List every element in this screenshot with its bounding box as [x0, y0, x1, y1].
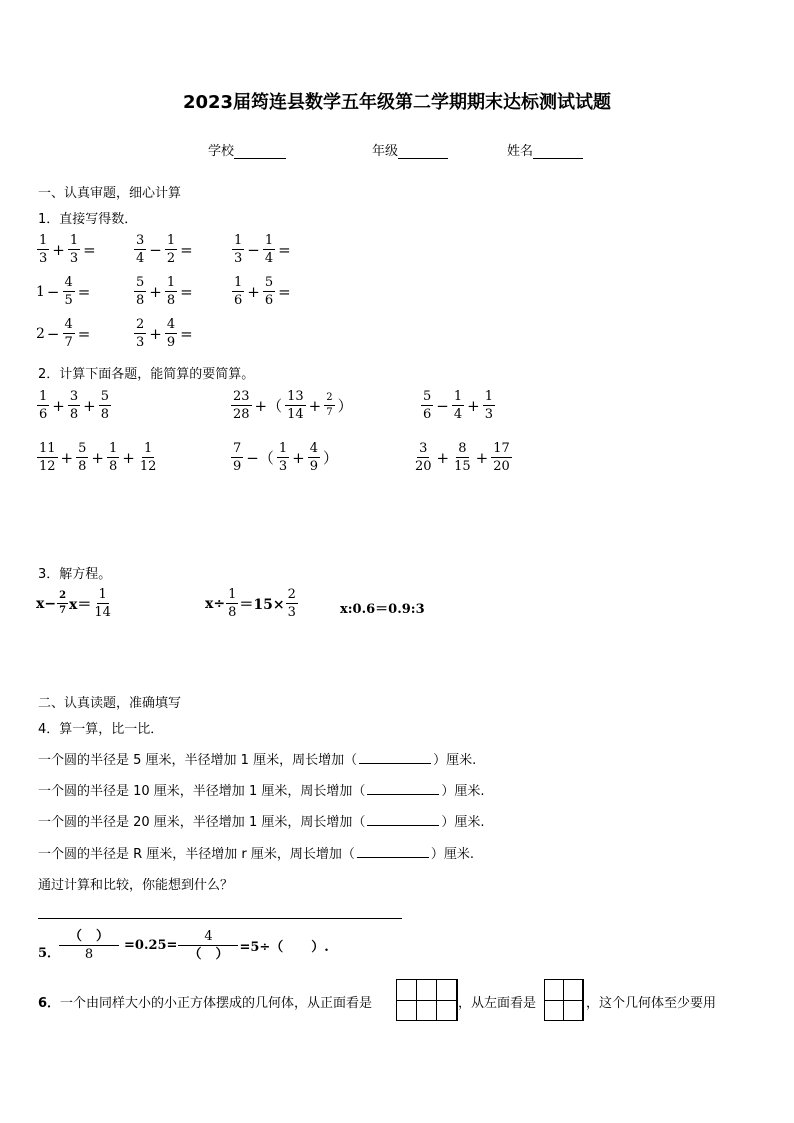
q4-line-1: 一个圆的半径是 5 厘米，半径增加 1 厘米，周长增加（ ）厘米.	[38, 753, 477, 768]
answer-blank[interactable]	[367, 813, 439, 826]
q4-line-2: 一个圆的半径是 10 厘米，半径增加 1 厘米，周长增加（ ）厘米.	[38, 784, 485, 799]
fraction: $\frac{1}{8}$	[166, 275, 176, 308]
school-field	[208, 140, 286, 159]
answer-blank[interactable]	[367, 782, 439, 795]
answer-blank[interactable]	[357, 845, 429, 858]
q6-text: 6．一个由同样大小的小正方体摆成的几何体，从正面看是	[38, 996, 373, 1011]
q1-item-6: 1 6 + $\frac{5}{6}$ =	[234, 275, 291, 308]
q6-text-2: ，从左面看是	[458, 996, 537, 1011]
school-label: 学校	[208, 144, 235, 159]
fraction: 1 6	[234, 275, 243, 308]
grade-field	[372, 140, 448, 159]
q5-expression: （ ） 8 =0.25= 4 （ ） =5÷（ ）.	[58, 930, 329, 961]
q6-text-3: ，这个几何体至少要用	[586, 996, 717, 1011]
grade-blank[interactable]	[398, 144, 448, 159]
q1-item-7: 2 − $\frac{4}{7}$ =	[36, 317, 91, 350]
fraction: $\frac{1}{3}$	[69, 233, 79, 266]
fraction: $\frac{1}{2}$	[166, 233, 176, 266]
q1-item-2: 3 4 − $\frac{1}{2}$ =	[136, 233, 193, 266]
answer-blank[interactable]	[359, 751, 431, 764]
fraction: $\frac{1}{4}$	[264, 233, 274, 266]
left-view-grid	[544, 979, 584, 1021]
q2-label: 2．计算下面各题，能简算的要简算。	[38, 367, 255, 382]
page-title: 2023届筠连县数学五年级第二学期期末达标测试试题	[182, 92, 612, 113]
fraction: 1 3	[39, 233, 48, 266]
q2-expr-3: 5 6 − $\frac{1}{4}$ + $\frac{1}{3}$	[423, 389, 493, 422]
q2-expr-5: 7 9 −（ 1 3 + $\frac{4}{9}$ ）	[233, 441, 339, 474]
q1-item-1: 1 3 + $\frac{1}{3}$ =	[39, 233, 96, 266]
q4-line-4: 一个圆的半径是 R 厘米，半径增加 r 厘米，周长增加（ ）厘米.	[38, 847, 475, 862]
q5-label: 5．	[38, 946, 61, 961]
fraction: $\frac{4}{9}$	[166, 317, 176, 350]
answer-line[interactable]	[38, 918, 402, 919]
name-field	[507, 140, 583, 159]
q2-expr-6: 3 20 + $\frac{8}{15}$ + $\frac{17}{20}$	[415, 441, 510, 474]
q2-expr-4: 11 12 + $\frac{5}{8}$ + $\frac{1}{8}$ + $\frac{1}{12}$	[39, 441, 157, 474]
q3-equation-1: x− $\frac{2}{7}$ x＝ 1 14	[36, 587, 111, 620]
q3-equation-3: x:0.6＝0.9:3	[340, 602, 425, 617]
q1-item-4: 1 − $\frac{4}{5}$ =	[36, 275, 91, 308]
fraction: 1 3	[234, 233, 243, 266]
name-label: 姓名	[507, 144, 534, 159]
q1-item-3: 1 3 − $\frac{1}{4}$ =	[234, 233, 291, 266]
fraction: 2 3	[136, 317, 145, 350]
q2-expr-2: 23 28 +（ 13 14 + $\frac{2}{7}$ ）	[233, 389, 353, 422]
q1-item-5: 5 8 + $\frac{1}{8}$ =	[136, 275, 193, 308]
q1-item-8: 2 3 + $\frac{4}{9}$ =	[136, 317, 193, 350]
name-blank[interactable]	[533, 144, 583, 159]
grade-label: 年级	[372, 144, 399, 159]
q3-equation-2: x÷ $\frac{1}{8}$ ＝15× $\frac{2}{3}$	[205, 587, 296, 620]
fraction: 5 8	[136, 275, 145, 308]
fraction: $\frac{4}{7}$	[64, 317, 73, 350]
section-2-heading: 二、认真读题，准确填写	[38, 696, 182, 711]
school-blank[interactable]	[234, 144, 286, 159]
q4-label: 4．算一算，比一比．	[38, 722, 164, 737]
fraction: $\frac{4}{5}$	[64, 275, 73, 308]
q4-question: 通过计算和比较，你能想到什么？	[38, 878, 234, 893]
fraction: $\frac{5}{6}$	[264, 275, 274, 308]
q4-line-3: 一个圆的半径是 20 厘米，半径增加 1 厘米，周长增加（ ）厘米.	[38, 815, 485, 830]
fraction: 3 4	[136, 233, 145, 266]
section-1-heading: 一、认真审题，细心计算	[38, 186, 182, 201]
q3-label: 3．解方程。	[38, 567, 112, 582]
q1-label: 1．直接写得数．	[38, 212, 138, 227]
q2-expr-1: 1 6 + $\frac{3}{8}$ + $\frac{5}{8}$	[39, 389, 109, 422]
front-view-grid	[396, 979, 458, 1021]
